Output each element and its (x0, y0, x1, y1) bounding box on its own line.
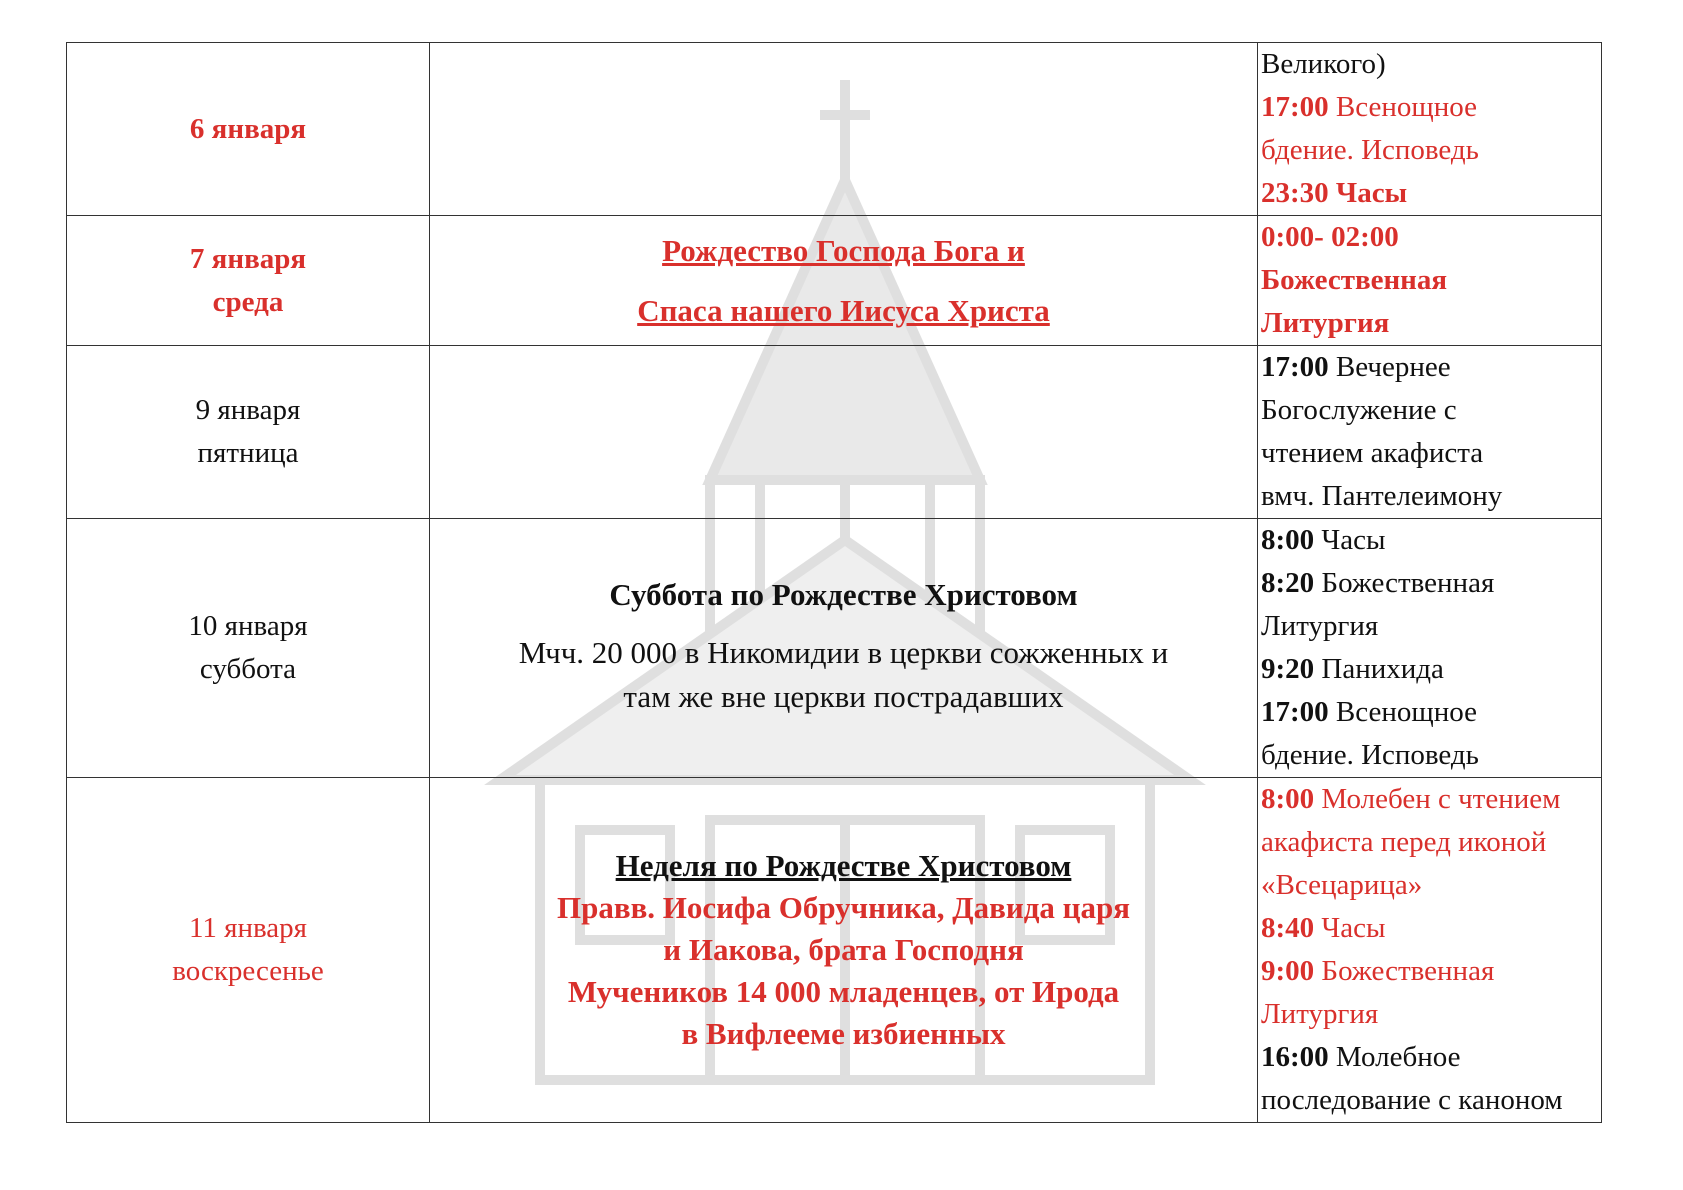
date-label: 10 января (188, 610, 308, 642)
table-row (67, 519, 1602, 778)
feast-line: Спаса нашего Иисуса Христа (637, 292, 1050, 328)
time-line: 17:00 Вечернее (1261, 351, 1451, 383)
feast-cell (430, 43, 1258, 216)
times-cell (1258, 778, 1602, 1123)
date-label: 7 января (189, 242, 307, 275)
table-row (67, 778, 1602, 1123)
time-line: 17:00 Всенощное (1261, 91, 1477, 123)
feast-title: Неделя по Рождестве Христовом (615, 848, 1072, 883)
time-line: акафиста перед иконой (1261, 826, 1547, 858)
time-line: 8:00 Молебен с чтением (1261, 783, 1561, 815)
time-line: бдение. Исповедь (1261, 739, 1479, 771)
date-label: 6 января (189, 112, 307, 145)
time-line: 17:00 Всенощное (1261, 696, 1477, 728)
date-cell (67, 778, 430, 1123)
time-line: 16:00 Молебное (1261, 1041, 1461, 1073)
times-cell (1258, 519, 1602, 778)
time-line: Литургия (1261, 610, 1379, 642)
table-row (67, 216, 1602, 346)
table-row (67, 346, 1602, 519)
time-line: Литургия (1261, 998, 1379, 1030)
time-line: «Всецарица» (1261, 869, 1423, 901)
feast-line: Мчч. 20 000 в Никомидии в церкви сожженных и (518, 635, 1169, 670)
time-line: последование с каноном (1261, 1084, 1563, 1116)
weekday-label: воскресенье (172, 955, 324, 987)
time-line: Литургия (1261, 307, 1390, 339)
time-line: 8:00 Часы (1261, 524, 1386, 556)
times-cell (1258, 346, 1602, 519)
time-line: 9:20 Панихида (1261, 653, 1444, 685)
date-cell (67, 43, 430, 216)
feast-line: Мучеников 14 000 младенцев, от Ирода (567, 974, 1120, 1009)
date-cell (67, 519, 430, 778)
date-label: 11 января (188, 912, 308, 944)
feast-cell (430, 778, 1258, 1123)
time-line: Великого) (1261, 48, 1386, 80)
feast-line: Правв. Иосифа Обручника, Давида царя (556, 890, 1131, 925)
weekday-label: суббота (199, 653, 297, 685)
time-line: чтением акафиста (1261, 437, 1484, 469)
feast-title: Суббота по Рождестве Христовом (609, 577, 1078, 612)
time-line: Божественная (1261, 264, 1448, 296)
feast-line: Рождество Господа Бога и (662, 232, 1025, 268)
feast-cell (430, 216, 1258, 346)
time-line: вмч. Пантелеимону (1261, 480, 1503, 512)
time-line: 9:00 Божественная (1261, 955, 1495, 987)
weekday-label: пятница (197, 437, 299, 469)
time-line: бдение. Исповедь (1261, 134, 1479, 166)
time-line: 23:30 Часы (1261, 177, 1408, 209)
time-line: Богослужение с (1261, 394, 1457, 426)
times-cell (1258, 216, 1602, 346)
feast-line: и Иакова, брата Господня (663, 932, 1024, 967)
feast-cell (430, 519, 1258, 778)
time-line: 8:20 Божественная (1261, 567, 1495, 599)
date-cell (67, 346, 430, 519)
schedule-table (66, 42, 1602, 1123)
feast-line: в Вифлееме избиенных (681, 1016, 1006, 1051)
table-row (67, 43, 1602, 216)
feast-line: там же вне церкви пострадавших (623, 679, 1064, 714)
time-line: 0:00- 02:00 (1261, 221, 1399, 253)
times-cell (1258, 43, 1602, 216)
weekday-label: среда (212, 285, 284, 318)
feast-cell (430, 346, 1258, 519)
date-label: 9 января (195, 394, 301, 426)
time-line: 8:40 Часы (1261, 912, 1386, 944)
date-cell (67, 216, 430, 346)
